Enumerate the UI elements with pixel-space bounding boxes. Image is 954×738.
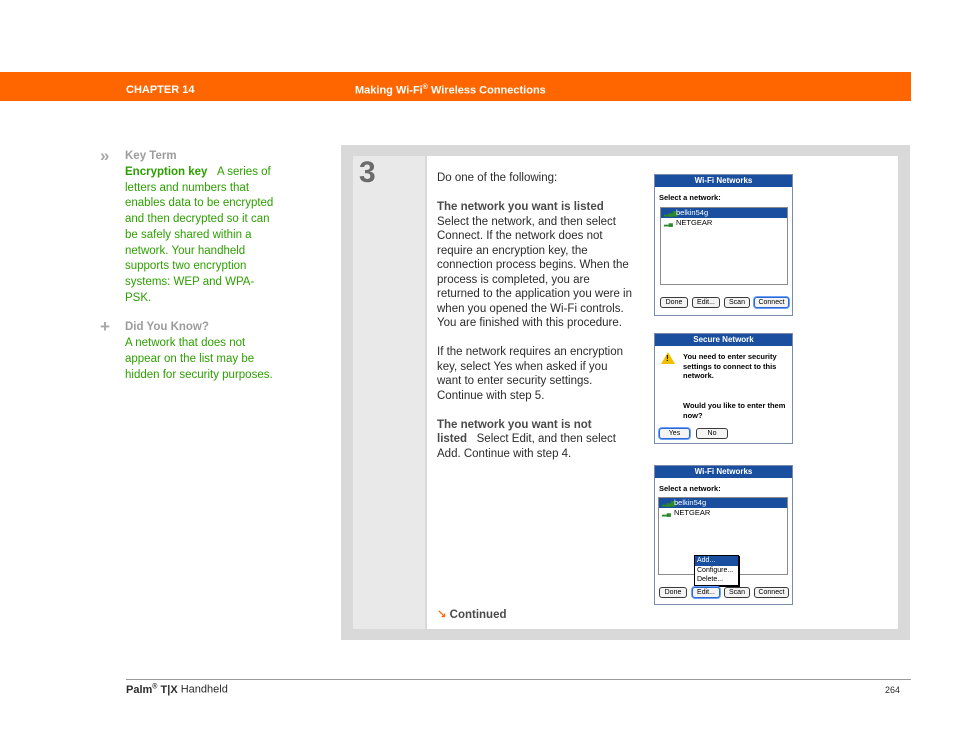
- signal-icon: ▂▄: [662, 511, 671, 517]
- step-number: 3: [359, 156, 376, 189]
- sidebar: [100, 146, 275, 383]
- did-you-know-block: [100, 317, 275, 383]
- scan-button[interactable]: Scan: [724, 587, 750, 598]
- continued-link[interactable]: ↘ Continued: [437, 609, 507, 621]
- edit-button[interactable]: Edit...: [692, 587, 720, 598]
- signal-icon: ▂▄: [664, 221, 673, 227]
- footer-rule: [126, 679, 911, 680]
- plus-icon: +: [100, 317, 110, 337]
- scan-button[interactable]: Scan: [724, 297, 750, 308]
- option-not-listed-text: Select Edit, and then select Add. Continue with step 4.: [437, 433, 617, 460]
- did-you-know-heading: Did You Know?: [125, 321, 209, 334]
- network-item-netgear[interactable]: ▂▄ NETGEAR: [662, 508, 711, 517]
- menu-item-configure[interactable]: Configure...: [697, 566, 734, 574]
- network-item-belkin[interactable]: ▂▄▆belkin54g: [659, 498, 787, 508]
- edit-button[interactable]: Edit...: [692, 297, 720, 308]
- warning-icon: !: [661, 352, 675, 364]
- option-not-listed-lead: The network you want is not listed: [437, 418, 592, 445]
- secure-network-title: Secure Network: [655, 334, 792, 346]
- done-button[interactable]: Done: [660, 297, 688, 308]
- did-you-know-text: A network that does not appear on the list may be hidden for security purposes.: [125, 337, 273, 381]
- wifi-networks-screen: [654, 174, 793, 316]
- wifi-networks-title: Wi-Fi Networks: [655, 466, 792, 478]
- key-term-block: [100, 146, 275, 306]
- key-term-text: [125, 165, 275, 306]
- menu-item-delete[interactable]: Delete...: [697, 576, 724, 583]
- connect-button[interactable]: Connect: [754, 587, 789, 598]
- option-listed: [437, 200, 632, 331]
- double-chevron-icon: »: [100, 146, 110, 165]
- chapter-label: CHAPTER 14: [126, 84, 195, 96]
- key-term-heading: Key Term: [125, 150, 177, 162]
- network-item-belkin[interactable]: ▂▄▆belkin54g: [661, 208, 787, 218]
- done-button[interactable]: Done: [659, 587, 687, 598]
- select-network-label: Select a network:: [659, 484, 721, 493]
- network-item-netgear[interactable]: ▂▄ NETGEAR: [664, 218, 713, 227]
- secure-network-question: Would you like to enter them now?: [683, 401, 786, 420]
- option-listed-text: Select the network, and then select Connect. If the network does not require an encryption key, the connection process begins. When the process is completed, you are returned to the application you were in when you opened the Wi-Fi controls. You are finished with this procedure.: [437, 215, 632, 329]
- edit-menu: [694, 555, 739, 586]
- signal-icon: ▂▄▆: [664, 211, 678, 217]
- connect-button[interactable]: Connect: [754, 297, 789, 308]
- network-list: [660, 207, 788, 285]
- chapter-title: Making Wi-Fi® Wireless Connections: [355, 84, 546, 97]
- key-term-definition: A series of letters and numbers that enables data to be encrypted and then decrypted so it can be safely shared within a network. Your handheld supports two encryption systems: WEP and WPA-PSK.: [125, 166, 274, 304]
- option-listed-lead: The network you want is listed: [437, 201, 604, 213]
- menu-item-add[interactable]: Add...: [695, 556, 738, 566]
- wifi-networks-edit-screen: [654, 465, 793, 605]
- step-number-column: [353, 156, 425, 629]
- page-number: 264: [885, 685, 901, 695]
- step-intro: Do one of the following:: [437, 172, 558, 184]
- secure-network-message: You need to enter security settings to connect to this network.: [683, 352, 777, 380]
- arrow-down-right-icon: ↘: [437, 609, 447, 621]
- key-term-word: Encryption key: [125, 166, 208, 178]
- option-not-listed: [437, 418, 632, 462]
- no-button[interactable]: No: [696, 428, 728, 439]
- footer-product: Palm® T|X Handheld: [126, 683, 228, 696]
- step-instructions: [437, 171, 632, 476]
- secure-network-dialog: [654, 333, 793, 444]
- option-listed-extra: If the network requires an encryption key, select Yes when asked if you want to enter security settings. Continue with step 5.: [437, 346, 624, 402]
- yes-button[interactable]: Yes: [659, 428, 690, 439]
- wifi-networks-title: Wi-Fi Networks: [655, 175, 792, 187]
- signal-icon: ▂▄▆: [662, 501, 676, 507]
- select-network-label: Select a network:: [659, 193, 721, 202]
